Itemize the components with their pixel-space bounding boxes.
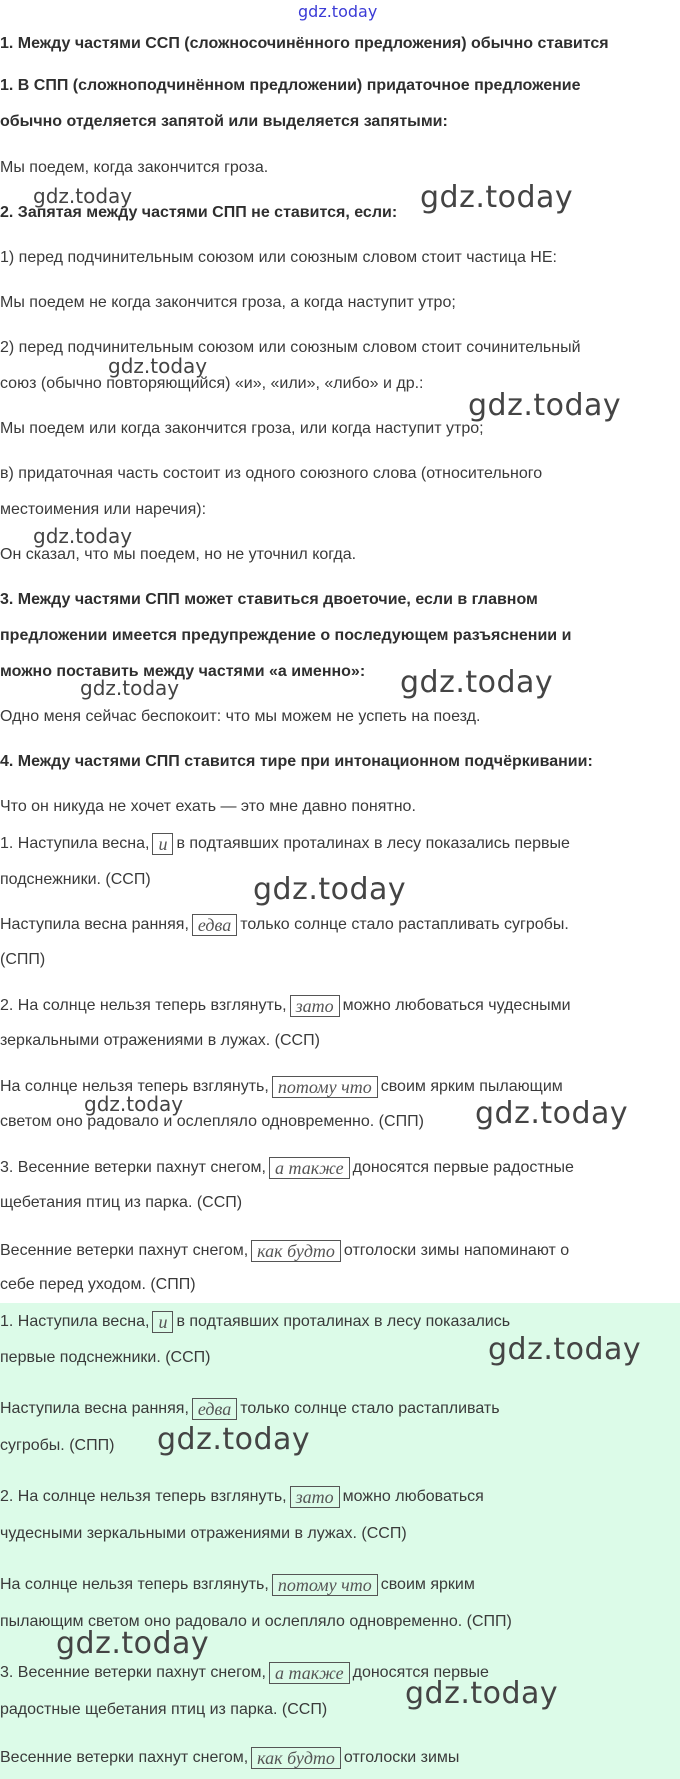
example-text: Мы поедем не когда закончится гроза, а когда наступит утро;: [0, 294, 456, 311]
watermark: gdz.today: [157, 1422, 311, 1457]
watermark: gdz.today: [80, 676, 180, 700]
rule-spp-heading-cont: обычно отделяется запятой или выделяется запятыми:: [0, 113, 448, 130]
exercise-sentence: Весенние ветерки пахнут снегом, как будто отголоски зимы напоминают о: [0, 1241, 570, 1261]
example-text: Он сказал, что мы поедем, но не уточнил когда.: [0, 546, 357, 563]
exercise-sentence-cont: щебетания птиц из парка. (ССП): [0, 1194, 243, 1211]
inserted-conjunction-box: и: [152, 1311, 173, 1333]
watermark: gdz.today: [33, 524, 133, 548]
rule-item-cont: местоимения или наречия):: [0, 501, 207, 518]
example-text: Одно меня сейчас беспокоит: что мы можем не успеть на поезд.: [0, 708, 481, 725]
answer-sentence-cont: радостные щебетания птиц из парка. (ССП): [0, 1701, 328, 1718]
watermark: gdz.today: [84, 1092, 184, 1116]
rule-item: 2) перед подчинительным союзом или союзным словом стоит сочинительный: [0, 339, 581, 356]
inserted-conjunction-box: потому что: [272, 1076, 378, 1098]
answer-sentence: 2. На солнце нельзя теперь взглянуть, зато можно любоваться: [0, 1487, 484, 1507]
answer-sentence: 1. Наступила весна, и в подтаявших проталинах в лесу показались: [0, 1312, 511, 1332]
inserted-conjunction-box: а также: [269, 1157, 350, 1179]
rule-item-cont: союз (обычно повторяющийся) «и», «или», «либо» и др.:: [0, 375, 424, 392]
rule-dash-heading: 4. Между частями СПП ставится тире при интонационном подчёркивании:: [0, 753, 593, 770]
watermark: gdz.today: [468, 388, 622, 423]
example-text: Мы поедем или когда закончится гроза, или когда наступит утро;: [0, 420, 484, 437]
exercise-sentence-cont: зеркальными отражениями в лужах. (ССП): [0, 1032, 320, 1049]
answer-sentence-cont: сугробы. (СПП): [0, 1437, 115, 1454]
watermark: gdz.today: [405, 1676, 559, 1711]
inserted-conjunction-box: и: [152, 833, 173, 855]
inserted-conjunction-box: зато: [290, 1486, 340, 1508]
watermark-top: gdz.today: [298, 2, 378, 21]
watermark: gdz.today: [420, 180, 574, 215]
watermark: gdz.today: [56, 1626, 210, 1661]
exercise-sentence: 1. Наступила весна, и в подтаявших проталинах в лесу показались первые: [0, 834, 570, 854]
watermark: gdz.today: [108, 354, 208, 378]
rule-ssp-heading: 1. Между частями ССП (сложносочинённого предложения) обычно ставится: [0, 35, 609, 52]
watermark: gdz.today: [33, 184, 133, 208]
exercise-sentence-cont: подснежники. (ССП): [0, 871, 151, 888]
inserted-conjunction-box: как будто: [251, 1240, 341, 1262]
rule-spp-heading: 1. В СПП (сложноподчинённом предложении) придаточное предложение: [0, 77, 581, 94]
answer-sentence: На солнце нельзя теперь взглянуть, потому что своим ярким: [0, 1575, 475, 1595]
inserted-conjunction-box: а также: [269, 1662, 350, 1684]
example-text: Мы поедем, когда закончится гроза.: [0, 159, 269, 176]
rule-item: 1) перед подчинительным союзом или союзным словом стоит частица НЕ:: [0, 249, 557, 266]
exercise-sentence: Наступила весна ранняя, едва только солнце стало растапливать сугробы.: [0, 915, 569, 935]
exercise-sentence: 3. Весенние ветерки пахнут снегом, а также доносятся первые радостные: [0, 1158, 574, 1178]
inserted-conjunction-box: едва: [192, 1398, 237, 1420]
answer-sentence-cont: первые подснежники. (ССП): [0, 1349, 211, 1366]
rule-colon-heading-cont: предложении имеется предупреждение о последующем разъяснении и: [0, 627, 572, 644]
rule-colon-heading-cont: можно поставить между частями «а именно»:: [0, 663, 366, 680]
exercise-sentence-cont: себе перед уходом. (СПП): [0, 1276, 196, 1293]
inserted-conjunction-box: потому что: [272, 1574, 378, 1596]
exercise-sentence: 2. На солнце нельзя теперь взглянуть, зато можно любоваться чудесными: [0, 996, 571, 1016]
rule-no-comma-heading: 2. Запятая между частями СПП не ставится, если:: [0, 204, 398, 221]
answer-sentence: Весенние ветерки пахнут снегом, как будто отголоски зимы: [0, 1748, 460, 1768]
watermark: gdz.today: [253, 872, 407, 907]
answer-sentence: 3. Весенние ветерки пахнут снегом, а также доносятся первые: [0, 1663, 489, 1683]
inserted-conjunction-box: зато: [290, 995, 340, 1017]
watermark: gdz.today: [475, 1096, 629, 1131]
inserted-conjunction-box: едва: [192, 914, 237, 936]
rule-colon-heading: 3. Между частями СПП может ставиться двоеточие, если в главном: [0, 591, 538, 608]
rule-item: в) придаточная часть состоит из одного союзного слова (относительного: [0, 465, 543, 482]
answer-sentence-cont: пылающим светом оно радовало и ослепляло одновременно. (СПП): [0, 1613, 512, 1630]
inserted-conjunction-box: как будто: [251, 1747, 341, 1769]
exercise-sentence-cont: светом оно радовало и ослепляло одновременно. (СПП): [0, 1113, 424, 1130]
watermark: gdz.today: [488, 1332, 642, 1367]
answer-sentence-cont: чудесными зеркальными отражениями в лужах. (ССП): [0, 1525, 407, 1542]
exercise-sentence-cont: (СПП): [0, 951, 46, 968]
exercise-sentence: На солнце нельзя теперь взглянуть, потому что своим ярким пылающим: [0, 1077, 563, 1097]
watermark: gdz.today: [400, 665, 554, 700]
answer-sentence: Наступила весна ранняя, едва только солнце стало растапливать: [0, 1399, 500, 1419]
example-text: Что он никуда не хочет ехать — это мне давно понятно.: [0, 798, 416, 815]
